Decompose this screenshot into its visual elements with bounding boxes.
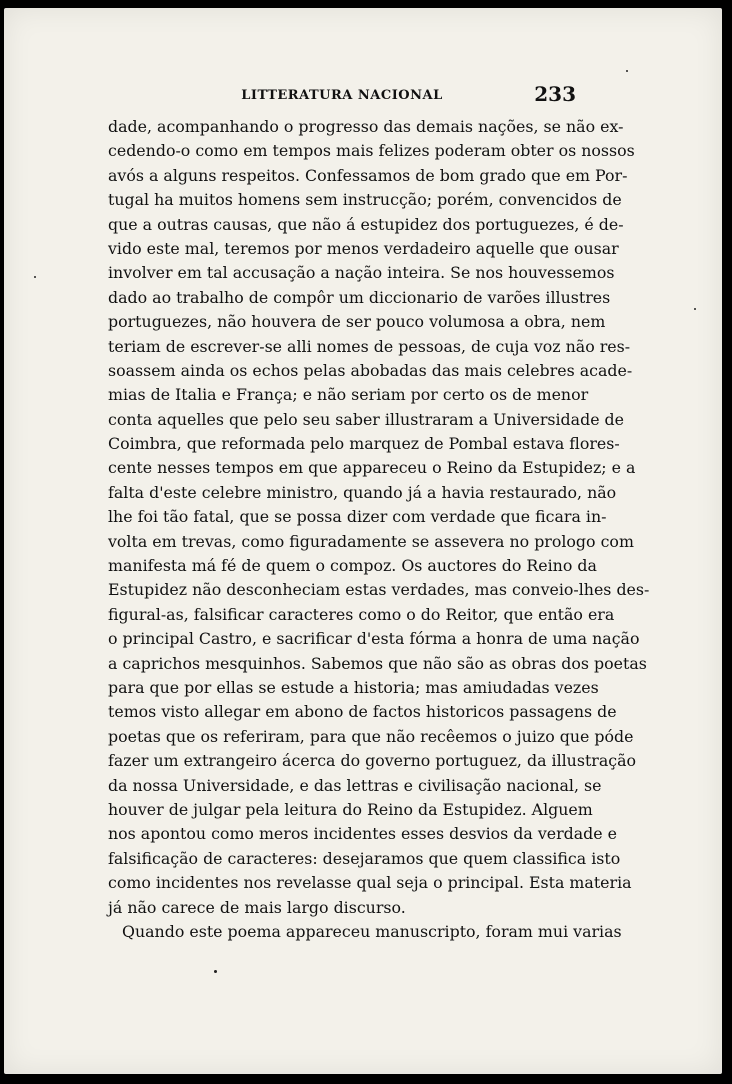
ink-speck bbox=[214, 970, 217, 973]
text-line: dado ao trabalho de compôr um diccionario de varões illustres bbox=[108, 287, 611, 307]
ink-speck bbox=[694, 308, 696, 310]
text-line: a caprichos mesquinhos. Sabemos que não são as obras dos poetas bbox=[108, 653, 647, 673]
text-line: soassem ainda os echos pelas abobadas das mais celebres acade- bbox=[108, 360, 633, 380]
text-line: como incidentes nos revelasse qual seja o principal. Esta materia bbox=[108, 873, 632, 893]
text-line: avós a alguns respeitos. Confessamos de bom grado que em Por- bbox=[108, 165, 628, 185]
book-page bbox=[4, 8, 722, 1074]
text-line: involver em tal accusação a nação inteira. Se nos houvessemos bbox=[108, 263, 615, 283]
text-line: já não carece de mais largo discurso. bbox=[108, 897, 406, 917]
text-line: Coimbra, que reformada pelo marquez de Pombal estava flores- bbox=[108, 434, 620, 454]
text-line: Quando este poema appareceu manuscripto, foram mui varias bbox=[122, 921, 622, 941]
running-title: LITTERATURA NACIONAL bbox=[241, 88, 443, 103]
page-header bbox=[108, 82, 576, 106]
text-line: mias de Italia e França; e não seriam por certo os de menor bbox=[108, 385, 589, 405]
text-line: conta aquelles que pelo seu saber illustraram a Universidade de bbox=[108, 409, 625, 429]
text-line: houver de julgar pela leitura do Reino da Estupidez. Alguem bbox=[108, 799, 593, 819]
text-line: figural-as, falsificar caracteres como o do Reitor, que então era bbox=[108, 604, 615, 624]
ink-speck bbox=[626, 70, 628, 72]
text-line: teriam de escrever-se alli nomes de pessoas, de cuja voz não res- bbox=[108, 336, 631, 356]
text-line: falsificação de caracteres: desejaramos que quem classifica isto bbox=[108, 848, 621, 868]
text-line: o principal Castro, e sacrificar d'esta fórma a honra de uma nação bbox=[108, 629, 640, 649]
text-line: nos apontou como meros incidentes esses desvios da verdade e bbox=[108, 824, 618, 844]
text-line: manifesta má fé de quem o compoz. Os auctores do Reino da bbox=[108, 556, 597, 576]
text-line: falta d'este celebre ministro, quando já a havia restaurado, não bbox=[108, 482, 617, 502]
text-line: volta em trevas, como figuradamente se assevera no prologo com bbox=[108, 531, 634, 551]
text-line: da nossa Universidade, e das lettras e civilisação nacional, se bbox=[108, 775, 602, 795]
text-line: para que por ellas se estude a historia; mas amiudadas vezes bbox=[108, 677, 599, 697]
page-number: 233 bbox=[534, 82, 576, 106]
text-line: tugal ha muitos homens sem instrucção; porém, convencidos de bbox=[108, 190, 622, 210]
text-line: temos visto allegar em abono de factos historicos passagens de bbox=[108, 702, 617, 722]
text-line: poetas que os referiram, para que não recêemos o juizo que póde bbox=[108, 726, 634, 746]
ink-speck bbox=[34, 276, 36, 278]
text-line: portuguezes, não houvera de ser pouco volumosa a obra, nem bbox=[108, 312, 606, 332]
text-line: Estupidez não desconheciam estas verdades, mas conveio-lhes des- bbox=[108, 580, 650, 600]
text-line: cedendo-o como em tempos mais felizes poderam obter os nossos bbox=[108, 141, 635, 161]
body-text bbox=[108, 115, 650, 944]
text-line: lhe foi tão fatal, que se possa dizer com verdade que ficara in- bbox=[108, 507, 607, 527]
text-line: fazer um extrangeiro ácerca do governo portuguez, da illustração bbox=[108, 751, 637, 771]
text-line: cente nesses tempos em que appareceu o Reino da Estupidez; e a bbox=[108, 458, 636, 478]
text-line: que a outras causas, que não á estupidez dos portuguezes, é de- bbox=[108, 214, 624, 234]
text-line: dade, acompanhando o progresso das demais nações, se não ex- bbox=[108, 117, 624, 136]
text-line: vido este mal, teremos por menos verdadeiro aquelle que ousar bbox=[108, 238, 619, 258]
